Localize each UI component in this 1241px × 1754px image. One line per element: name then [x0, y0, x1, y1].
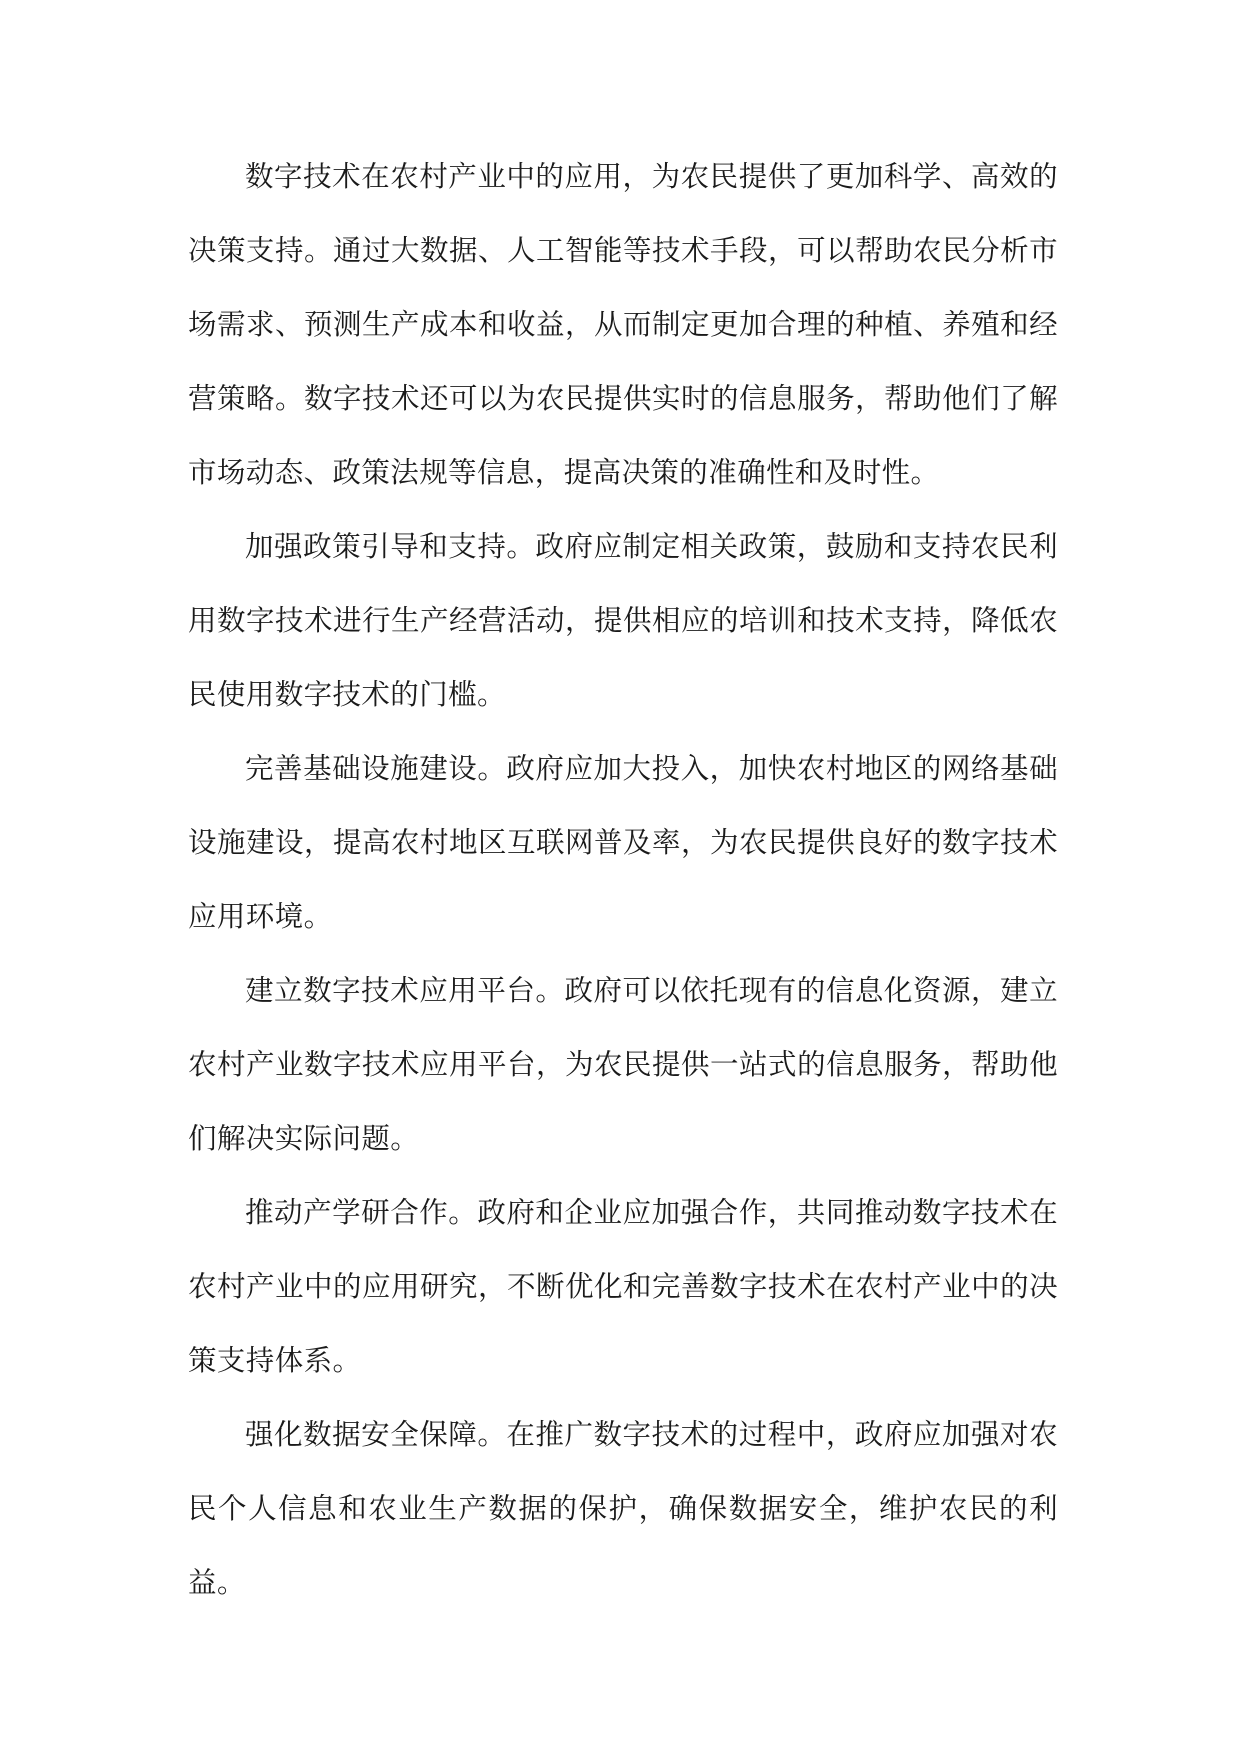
paragraph-data-security: 强化数据安全保障。在推广数字技术的过程中，政府应加强对农民个人信息和农业生产数据的保护，确保数据安全，维护农民的利益。 — [188, 1418, 1058, 1599]
paragraph-industry-academia-cooperation: 推动产学研合作。政府和企业应加强合作，共同推动数字技术在农村产业中的应用研究，不断优化和完善数字技术在农村产业中的决策支持体系。 — [188, 1196, 1058, 1377]
paragraph-policy-guidance: 加强政策引导和支持。政府应制定相关政策，鼓励和支持农民利用数字技术进行生产经营活动，提供相应的培训和技术支持，降低农民使用数字技术的门槛。 — [188, 530, 1058, 711]
paragraph-application-platform: 建立数字技术应用平台。政府可以依托现有的信息化资源，建立农村产业数字技术应用平台，为农民提供一站式的信息服务，帮助他们解决实际问题。 — [188, 974, 1058, 1155]
document-body — [188, 140, 1058, 1620]
paragraph-infrastructure: 完善基础设施建设。政府应加大投入，加快农村地区的网络基础设施建设，提高农村地区互联网普及率，为农民提供良好的数字技术应用环境。 — [188, 752, 1058, 933]
paragraph-decision-support: 数字技术在农村产业中的应用，为农民提供了更加科学、高效的决策支持。通过大数据、人工智能等技术手段，可以帮助农民分析市场需求、预测生产成本和收益，从而制定更加合理的种植、养殖和经营策略。数字技术还可以为农民提供实时的信息服务，帮助他们了解市场动态、政策法规等信息，提高决策的准确性和及时性。 — [188, 160, 1058, 489]
